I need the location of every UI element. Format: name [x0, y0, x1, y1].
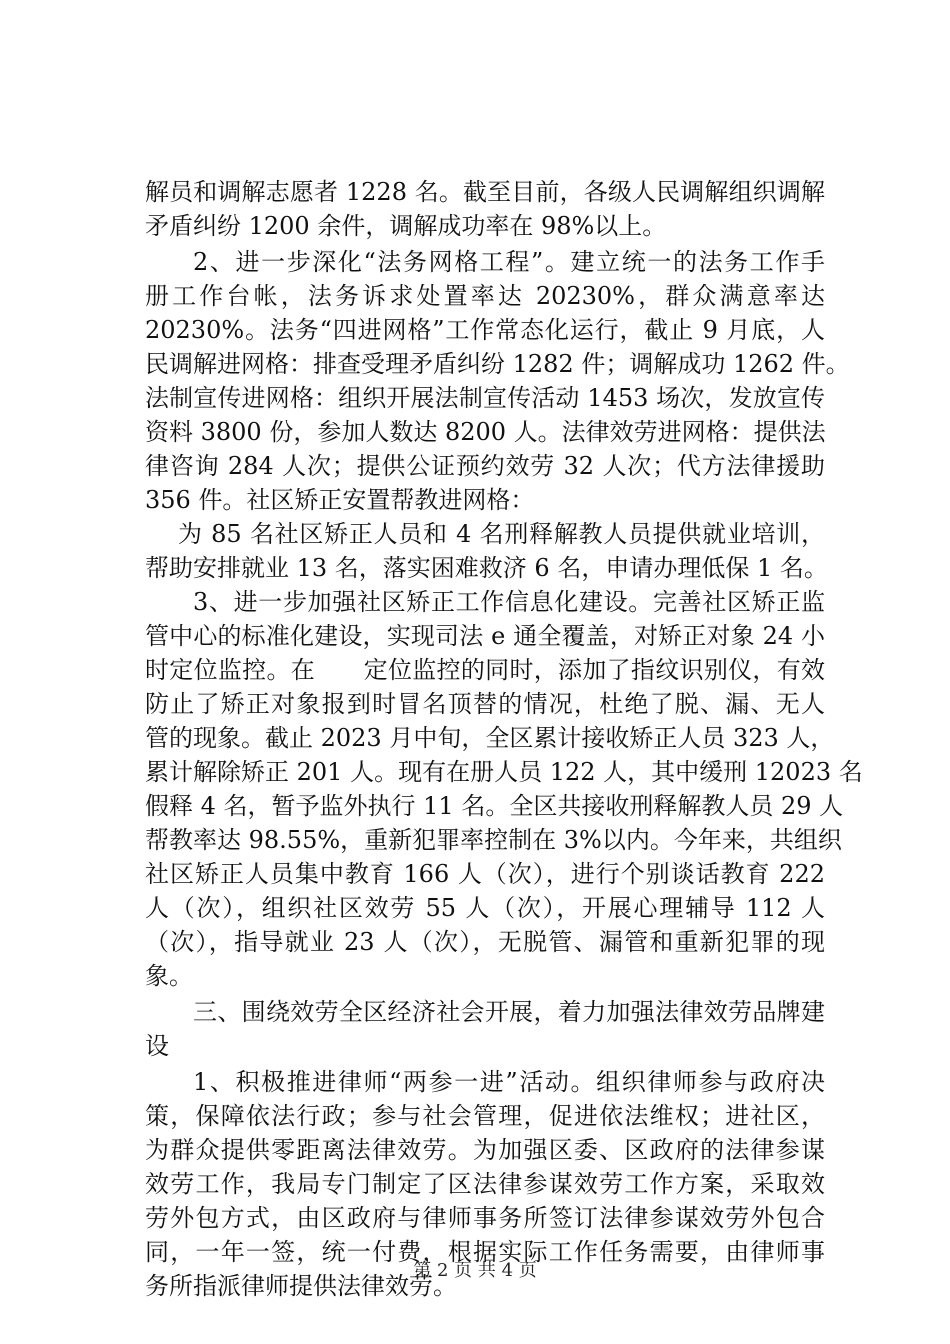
text-line: 假释 4 名，暂予监外执行 11 名。全区共接收刑释解教人员 29 人: [145, 792, 844, 820]
text-line: 劳外包方式，由区政府与律师事务所签订法律参谋效劳外包合: [145, 1204, 825, 1232]
text-line: 社区矫正人员集中教育 166 人（次），进行个别谈话教育 222: [145, 860, 825, 888]
text-line: 帮教率达 98.55%，重新犯罪率控制在 3%以内。今年来，共组织: [145, 826, 842, 854]
text-line: 为群众提供零距离法律效劳。为加强区委、区政府的法律参谋: [145, 1136, 825, 1164]
text-line: 矛盾纠纷 1200 余件，调解成功率在 98%以上。: [145, 212, 667, 240]
text-line: 帮助安排就业 13 名，落实困难救济 6 名，申请办理低保 1 名。: [145, 554, 828, 582]
text-line: 律咨询 284 人次；提供公证预约效劳 32 人次；代方法律援助: [145, 452, 825, 480]
page-number-footer: 第 2 页 共 4 页: [413, 1260, 537, 1281]
text-line: 356 件。社区矫正安置帮教进网格：: [145, 486, 535, 514]
text-line: 资料 3800 份，参加人数达 8200 人。法律效劳进网格：提供法: [145, 418, 826, 446]
text-line: 册工作台帐，法务诉求处置率达 20230%，群众满意率达: [145, 282, 825, 310]
paragraph-heading: 2、进一步深化“法务网格工程”。建立统一的法务工作手: [193, 248, 825, 276]
text-line: （次），指导就业 23 人（次），无脱管、漏管和重新犯罪的现: [145, 928, 825, 956]
text-line: 防止了矫正对象报到时冒名顶替的情况，杜绝了脱、漏、无人: [145, 690, 825, 718]
section-heading-continued: 设: [145, 1032, 169, 1060]
paragraph-heading: 3、进一步加强社区矫正工作信息化建设。完善社区矫正监: [193, 588, 825, 616]
text-line: 同，一年一签，统一付费，根据实际工作任务需要，由律师事: [145, 1238, 825, 1266]
text-line: 累计解除矫正 201 人。现有在册人员 122 人，其中缓刑 12023 名: [145, 758, 863, 786]
text-line: 人（次），组织社区效劳 55 人（次），开展心理辅导 112 人: [145, 894, 825, 922]
text-line: 管中心的标准化建设，实现司法 e 通全覆盖，对矫正对象 24 小: [145, 622, 825, 650]
text-line: 法制宣传进网格：组织开展法制宣传活动 1453 场次，发放宣传: [145, 384, 825, 412]
text-line: 解员和调解志愿者 1228 名。截至目前，各级人民调解组织调解: [145, 178, 825, 206]
text-line: 为 85 名社区矫正人员和 4 名刑释解教人员提供就业培训，: [178, 520, 825, 548]
text-line: 策，保障依法行政；参与社会管理，促进依法维权；进社区，: [145, 1102, 825, 1130]
text-line: 管的现象。截止 2023 月中旬，全区累计接收矫正人员 323 人，: [145, 724, 835, 752]
text-line: 民调解进网格：排查受理矛盾纠纷 1282 件；调解成功 1262 件。: [145, 350, 850, 378]
text-line: 20230%。法务“四进网格”工作常态化运行，截止 9 月底，人: [145, 316, 825, 344]
text-line: 务所指派律师提供法律效劳。: [145, 1272, 457, 1300]
text-line: 象。: [145, 962, 193, 990]
text-line: 效劳工作，我局专门制定了区法律参谋效劳工作方案，采取效: [145, 1170, 825, 1198]
text-line: 时定位监控。在 定位监控的同时，添加了指纹识别仪，有效: [145, 656, 825, 684]
section-heading: 三、围绕效劳全区经济社会开展，着力加强法律效劳品牌建: [193, 998, 825, 1026]
paragraph-heading: 1、积极推进律师“两参一进”活动。组织律师参与政府决: [193, 1068, 825, 1096]
